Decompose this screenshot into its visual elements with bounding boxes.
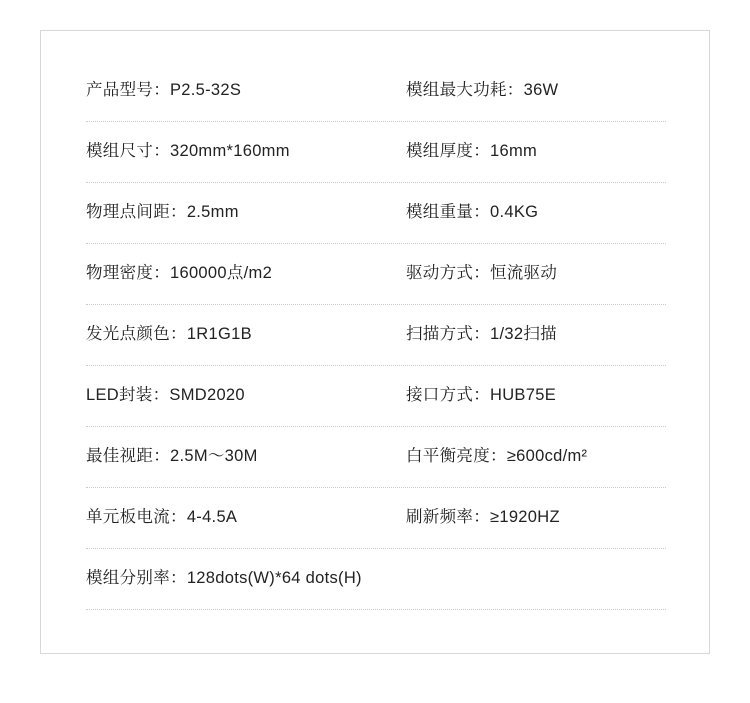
table-row — [86, 61, 666, 122]
spec-value: P2.5-32S — [170, 81, 242, 100]
spec-table — [86, 61, 666, 610]
spec-value: 160000点/m2 — [170, 264, 273, 283]
spec-label: 模组最大功耗： — [406, 81, 524, 100]
spec-cell-left — [86, 567, 406, 590]
spec-label: 最佳视距： — [86, 447, 170, 466]
spec-sheet-frame — [40, 30, 710, 654]
spec-value: HUB75E — [490, 386, 556, 405]
spec-label: 扫描方式： — [406, 325, 490, 344]
spec-label: 物理密度： — [86, 264, 170, 283]
spec-value: 0.4KG — [490, 203, 539, 222]
spec-cell-left — [86, 79, 406, 102]
spec-label: 接口方式： — [406, 386, 490, 405]
spec-cell-right — [406, 323, 666, 346]
spec-value: 320mm*160mm — [170, 142, 290, 161]
spec-value: 1R1G1B — [186, 325, 252, 344]
spec-cell-left — [86, 323, 406, 346]
spec-value: 4-4.5A — [186, 508, 238, 527]
spec-label: 驱动方式： — [406, 264, 490, 283]
spec-label: 物理点间距： — [86, 203, 187, 222]
table-row — [86, 244, 666, 305]
spec-cell-left — [86, 140, 406, 163]
spec-value: 恒流驱动 — [490, 264, 558, 283]
table-row — [86, 183, 666, 244]
spec-label: 模组尺寸： — [86, 142, 170, 161]
spec-value: 2.5mm — [186, 203, 239, 222]
spec-value: 16mm — [490, 142, 538, 161]
spec-value: 128dots(W)*64 dots(H) — [186, 569, 362, 588]
spec-value: 36W — [523, 81, 559, 100]
spec-label: LED封装： — [86, 386, 170, 405]
table-row — [86, 549, 666, 610]
spec-value: SMD2020 — [169, 386, 245, 405]
spec-label: 单元板电流： — [86, 508, 187, 527]
table-row — [86, 305, 666, 366]
spec-value: ≥600cd/m² — [506, 447, 588, 466]
spec-label: 模组重量： — [406, 203, 490, 222]
spec-label: 发光点颜色： — [86, 325, 187, 344]
spec-value: ≥1920HZ — [490, 508, 560, 527]
spec-cell-right — [406, 384, 666, 407]
spec-value: 2.5M～30M — [170, 447, 258, 466]
spec-cell-right — [406, 445, 666, 468]
spec-cell-left — [86, 445, 406, 468]
spec-cell-right — [406, 506, 666, 529]
table-row — [86, 366, 666, 427]
spec-label: 模组分别率： — [86, 569, 187, 588]
spec-label: 产品型号： — [86, 81, 170, 100]
table-row — [86, 427, 666, 488]
spec-cell-right — [406, 140, 666, 163]
spec-cell-right — [406, 201, 666, 224]
spec-cell-right — [406, 262, 666, 285]
spec-cell-right — [406, 79, 666, 102]
spec-cell-left — [86, 384, 406, 407]
table-row — [86, 122, 666, 183]
table-row — [86, 488, 666, 549]
spec-label: 刷新频率： — [406, 508, 490, 527]
spec-label: 白平衡亮度： — [406, 447, 507, 466]
spec-cell-left — [86, 201, 406, 224]
spec-cell-left — [86, 506, 406, 529]
spec-value: 1/32扫描 — [490, 325, 557, 344]
spec-cell-left — [86, 262, 406, 285]
spec-label: 模组厚度： — [406, 142, 490, 161]
